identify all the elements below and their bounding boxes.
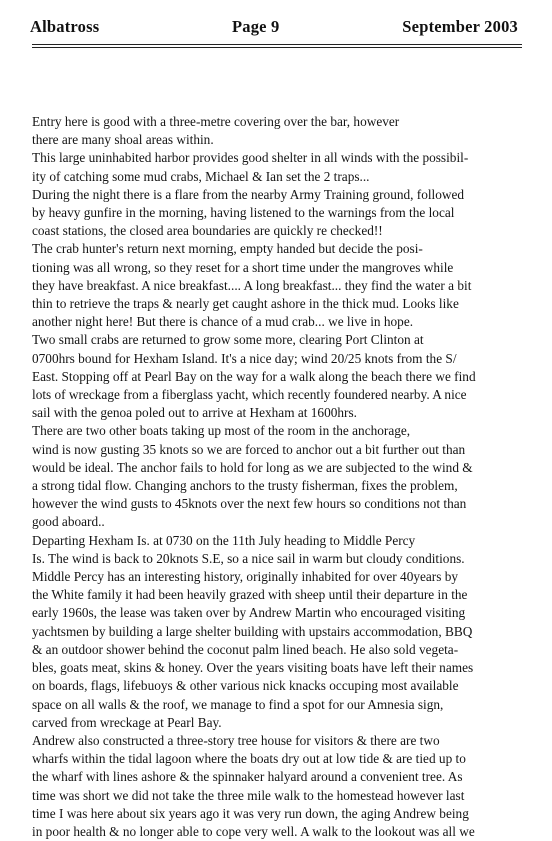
issue-date: September 2003: [402, 17, 518, 36]
paragraph-tree-house: Andrew also constructed a three-story tree house for visitors & there are two wharfs within the tidal lagoon where the boats dry out at low tide & are tied up to the wharf with lines ashore & the spinnaker halyard around a convenient tree. As time was short we did not take the three mile walk to the homestead however last time I was here about six years ago it was very run down, the aging Andrew being in poor health & no longer able to cope very well. A walk to the lookout was all we: [32, 732, 475, 839]
page-number: Page 9: [232, 17, 280, 36]
paragraph-anchorage: There are two other boats taking up most of the room in the anchorage, wind is now gusting 35 knots so we are forced to anchor out a bit further out than would be ideal. The anchor fails to hold for long as we are subjected to the wind & a strong tidal flow. Changing anchors to the trusty fisherman, fixes the problem, however the wind gusts to 45knots over the next few hours so conditions not than good aboard..: [32, 423, 473, 530]
publication-title: Albatross: [30, 17, 100, 36]
paragraph-port-clinton: Two small crabs are returned to grow some more, clearing Port Clinton at 0700hrs bound for Hexham Island. It's a nice day; wind 20/25 knots from the S/ East. Stopping off at Pearl Bay on the way for a walk along the beach there we find lots of wreckage from a fiberglass yacht, which recently foundered nearby. A nice sail with the genoa poled out to arrive at Hexham at 1600hrs.: [32, 332, 476, 421]
header-rule-thin: [32, 47, 522, 48]
paragraph-middle-percy: Departing Hexham Is. at 0730 on the 11th July heading to Middle Percy Is. The wind is back to 20knots S.E, so a nice sail in warm but cloudy conditions. Middle Percy has an interesting history, originally inhabited for over 40years by the White family it had been heavily grazed with sheep until their departure in the early 1960s, the lease was taken over by Andrew Martin who encouraged visiting yachtsmen by building a large shelter building with upstairs accommodation, BBQ & an outdoor shower behind the coconut palm lined beach. He also sold vegeta- bles, goats meat, skins & honey. Over the years visiting boats have left their names on boards, flags, lifebuoys & other various nick knacks occuping most available space on all walls & the roof, we manage to find a spot for our Amnesia sign, carved from wreckage at Pearl Bay.: [32, 532, 474, 730]
paragraph-night: During the night there is a flare from the nearby Army Training ground, followed by heavy gunfire in the morning, having listened to the warnings from the local coast stations, the closed area boundaries are quickly re checked!!: [32, 186, 465, 239]
article-body: [32, 113, 518, 841]
paragraph-crab-hunters: The crab hunter's return next morning, empty handed but decide the posi- tioning was all wrong, so they reset for a short time under the mangroves while they have breakfast. A nice breakfast.... A long breakfast... they find the water a bit thin to retrieve the traps & nearly get caught ashore in the thick mud. Looks like another night here! But there is chance of a mud crab... we live in hope.: [32, 241, 472, 330]
paragraph-entry: Entry here is good with a three-metre covering over the bar, however there are many shoal areas within.: [32, 114, 400, 148]
paragraph-harbor: This large uninhabited harbor provides good shelter in all winds with the possibil- ity of catching some mud crabs, Michael & Ian set the 2 traps...: [32, 150, 469, 184]
header-rule: [32, 44, 522, 45]
